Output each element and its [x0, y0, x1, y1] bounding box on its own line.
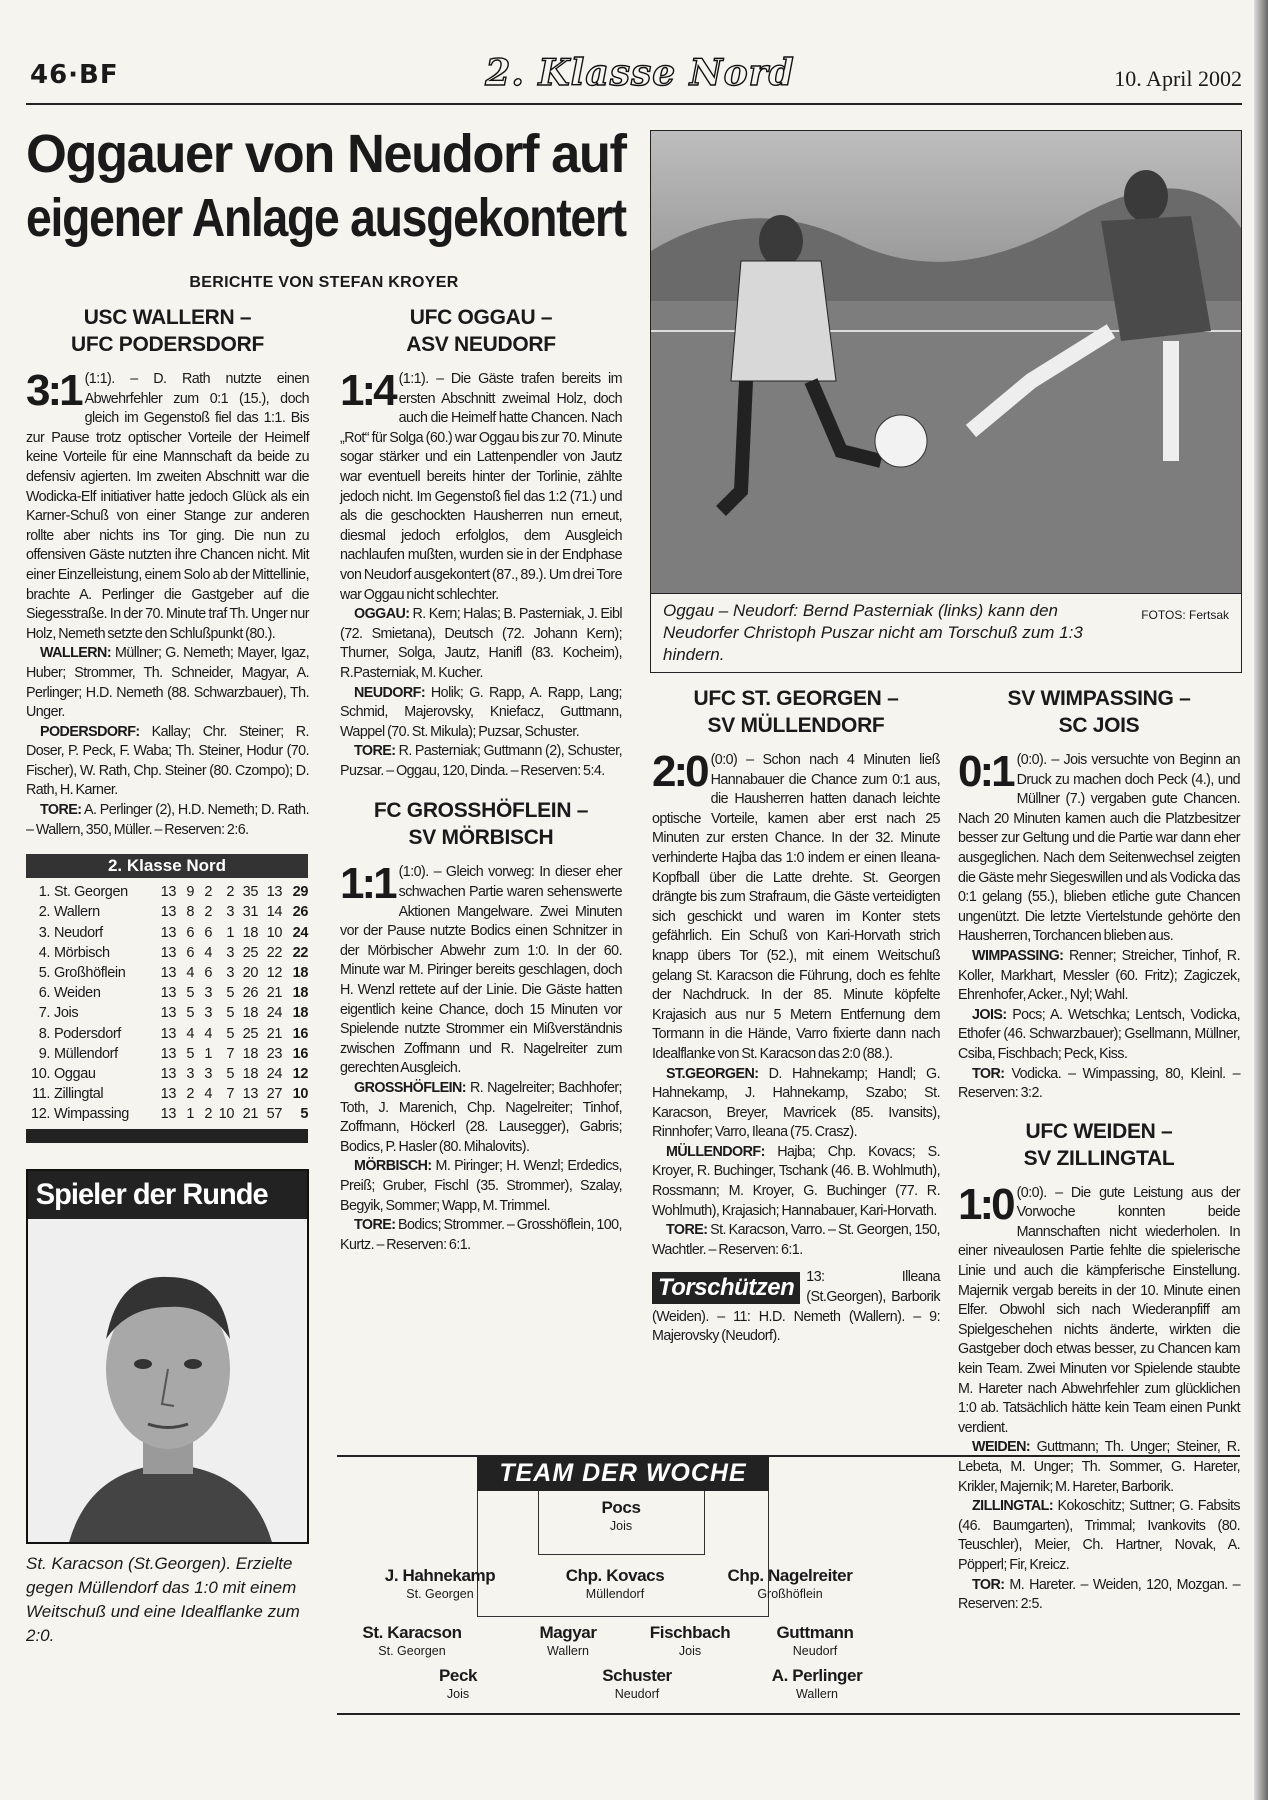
table-row: [26, 943, 308, 963]
goals-against-cell: 27: [266, 1086, 282, 1103]
games-cell: 13: [160, 1106, 176, 1123]
article-title-line: SV MÖRBISCH: [408, 826, 554, 850]
paragraph-text: Pocs; A. Wetschka; Lentsch, Vodicka, Ethofer (46. Schwarzbauer); Gsellmann, Müllner, Csiba, Fischbach; Peck, Kiss.: [958, 1006, 1240, 1062]
player-of-round-caption: St. Karacson (St.Georgen). Erzielte gegen Müllendorf das 1:0 mit einem Weitschuß und eine Idealflanke zum 2:0.: [26, 1553, 300, 1645]
paragraph-text: R. Nagelreiter; Bachhofer; Toth, J. Marenich, Chp. Nagelreiter; Tinhof, Zoffmann, Höckerl (28. Lausegger), Gabris; Bodics, P. Hasler (80. Mihalovits).: [340, 1080, 622, 1155]
paragraph-text: (0:0) – Schon nach 4 Minuten ließ Hannabauer die Chance zum 0:1 aus, die Hausherren hatten danach leichte optische Vorteile, kamen aber erst nach 25 Minuten zur ersten Chance. In der 32. Minute verhinderte Hajba das 1:0 indem er einen Ileana-Kopfball über die Latte drehte. St. Georgen drängte bis zum Strafraum, die Gäste verteidigten sich geschickt und waren im Konter stets gefährlich. Ein Schuß von Kari-Horvath strich knapp übers Tor (52.), mit einem Weitschuß gelang St. Karacson die Führung, doch es fehlte der Nachdruck. In der 85. Minute köpfelte Krajasich aus nur 5 Metern Entfernung dem Tormann in die Hände, Varro fixierte dann nach Idealflanke von St. Karacson das 2:0 (88.).: [652, 752, 940, 1062]
points-cell: 22: [292, 944, 308, 961]
team-player: [602, 1665, 672, 1702]
photo-credit: FOTOS: Fertsak: [1141, 608, 1229, 622]
wins-cell: 9: [186, 884, 194, 901]
article-body: [958, 1179, 1240, 1439]
player-club: Müllendorf: [585, 1587, 645, 1601]
rank-cell: 12.: [31, 1106, 50, 1123]
paragraph-text: D. Hahnekamp; Handl; G. Hahnekamp, J. Hahnekamp, Szabo; St. Karacson, Breyer, Mavricek (85. Ivansits), Rinnhofer; Varro, Ileana (75. Crasz).: [652, 1065, 940, 1141]
paragraph-text: St. Karacson, Varro. – St. Georgen, 150, Wachtler. – Reserven: 6:1.: [652, 1222, 940, 1258]
team-of-week: [337, 1455, 1240, 1715]
draws-cell: 3: [204, 1005, 212, 1022]
match-score: 2:0: [652, 747, 707, 796]
article-title-line: SV WIMPASSING –: [1007, 687, 1191, 710]
rank-cell: 9.: [38, 1045, 50, 1062]
rank-cell: 1.: [38, 884, 50, 901]
team-player: [362, 1622, 461, 1659]
headline-line: Oggauer von Neudorf auf: [26, 124, 626, 184]
losses-cell: 3: [226, 944, 234, 961]
article-title-line: SV MÜLLENDORF: [707, 714, 885, 737]
games-cell: 13: [160, 1005, 176, 1022]
goals-for-cell: 26: [242, 985, 258, 1002]
goals-for-cell: 25: [242, 1025, 258, 1042]
paragraph-text: (1:1). – Die Gäste trafen bereits im ersten Abschnitt zweimal Holz, doch auch die Heimelf hatte Chancen. Nach „Rot“ für Solga (60.) war Oggau bis zur 70. Minute sogar stärker und ein Lattenpendler von Jautz war eventuell bereits hinter der Torlinie, zählte jedoch nicht. Im Gegenstoß fiel das 1:2 (71.) und als die geschockten Hausherren nun erneut, diesmal jedoch erfolglos, dem Ausgleich nachlaufen mußten, wurden sie in der Endphase von Neudorf ausgekontert (87., 89.). Um drei Tore war Oggau nicht schlechter.: [340, 371, 622, 603]
games-cell: 13: [160, 985, 176, 1002]
team-cell: Jois: [54, 1005, 79, 1022]
paragraph-text: R. Pasterniak; Guttmann (2), Schuster, Puzsar. – Oggau, 120, Dinda. – Reserven: 5:4.: [340, 743, 622, 779]
article-title-line: UFC PODERSDORF: [71, 333, 264, 356]
team-cell: Oggau: [54, 1066, 96, 1083]
wins-cell: 5: [186, 1005, 194, 1022]
team-player: [539, 1622, 596, 1659]
table-row: [26, 1003, 308, 1023]
player-name: Magyar: [539, 1623, 597, 1642]
byline: BERICHTE VON STEFAN KROYER: [189, 274, 459, 291]
match-score: 1:0: [958, 1179, 1013, 1229]
draws-cell: 6: [204, 924, 212, 941]
article-title: [340, 304, 622, 358]
lineup-label: OGGAU:: [354, 606, 410, 623]
header-rule: [26, 103, 1242, 105]
article-lineup: [958, 1065, 1240, 1104]
column-3: [652, 685, 940, 1347]
wins-cell: 8: [186, 904, 194, 921]
draws-cell: 4: [204, 1025, 212, 1042]
wins-cell: 2: [186, 1086, 194, 1103]
team-cell: St. Georgen: [54, 884, 128, 901]
article-body: [340, 859, 622, 1079]
paragraph-text: (0:0). – Die gute Leistung aus der Vorwoche konnten beide Mannschaften nicht wiederholen. In einer niveaulosen Partie fehlte die spielerische Linie und auch die kämpferische Einstellung. Majernik vergab bereits in der 10. Minute einen Elfer. Obwohl sich nach Wiederanpfiff am Spielgeschehen nichts änderte, wirkten die Gastgeber doch etwas besser, zu Chancen kam kein Team. Zwei Minuten vor Spielende staubte M. Hareter nach Abwehrfehler zum glücklichen 1:0 ab. Tatsächlich hätte kein Team einen Punkt verdient.: [958, 1184, 1240, 1436]
goals-for-cell: 18: [242, 924, 258, 941]
paragraph-text: (0:0). – Jois versuchte von Beginn an Druck zu machen doch Peck (4.), und Müllner (7.) vergaben gute Chancen. Nach 20 Minuten kamen auch die Platzbesitzer besser zur Geltung und die Partie war dann eher ausgeglichen. Nach dem Seitenwechsel zeigten die Gäste mehr Siegeswillen und als Vodicka das 0:1 gelang (55.), blieben etliche gute Chancen ungenützt. Die letzte Viertelstunde gehörte den Hausherren, Torchancen blieben aus.: [958, 752, 1240, 945]
article-title-line: UFC OGGAU –: [409, 306, 553, 329]
goals-for-cell: 31: [242, 904, 258, 921]
column-2: [340, 304, 622, 1255]
table-row: [26, 882, 308, 902]
games-cell: 13: [160, 904, 176, 921]
losses-cell: 5: [226, 1066, 234, 1083]
lineup-label: ST.GEORGEN:: [666, 1065, 759, 1082]
paragraph-text: (1:1). – D. Rath nutzte einen Abwehrfehler zum 0:1 (15.), doch gleich im Gegenstoß fiel das 1:1. Bis zur Pause trotz optischer Vorteile der Heimelf keine Vorteile für eine Mannschaft da beide zu defensiv agierten. Im zweiten Abschnitt war die Wodicka-Elf initiativer hatte jedoch Glück als ein Karner-Schuß von einer Stange zur anderen rollte aber nichts ins Tor ging. Die nun zu offensiven Gäste nutzten ihre Chancen nicht. Mit einer Einzelleistung, einem Solo ab der Mittellinie, brachte A. Perlinger die Gastgeber auf die Siegesstraße. In der 70. Minute traf Th. Unger nur Holz, Nemeth setzte den Schlußpunkt (80.).: [26, 371, 309, 642]
player-name: Chp. Nagelreiter: [727, 1566, 853, 1585]
article-oggau-neudorf: [340, 304, 622, 781]
headline: [26, 122, 626, 250]
table-row: [26, 1024, 308, 1044]
team-cell: Müllendorf: [54, 1045, 118, 1062]
player-of-round-title: Spieler der Runde: [35, 1177, 268, 1211]
player-club: Neudorf: [614, 1687, 660, 1701]
top-scorers: [652, 1268, 940, 1346]
table-row: [26, 1104, 308, 1124]
article-title-line: ASV NEUDORF: [406, 333, 556, 356]
team-player: [566, 1565, 665, 1602]
lineup-label: WEIDEN:: [972, 1439, 1031, 1456]
draws-cell: 2: [204, 904, 212, 921]
table-row: [26, 1064, 308, 1084]
losses-cell: 5: [226, 985, 234, 1002]
rank-cell: 10.: [31, 1066, 50, 1083]
lineup-label: TOR:: [972, 1576, 1005, 1593]
player-club: Wallern: [547, 1644, 589, 1658]
goals-for-cell: 18: [242, 1066, 258, 1083]
table-row: [26, 983, 308, 1003]
article-title: [958, 1118, 1240, 1172]
article-grosshoeflein-moerbisch: [340, 797, 622, 1255]
article-wallern-podersdorf: [26, 304, 309, 840]
rank-cell: 2.: [38, 904, 50, 921]
article-wimpassing-jois: [958, 685, 1240, 1104]
team-player: [728, 1565, 853, 1602]
games-cell: 13: [160, 884, 176, 901]
games-cell: 13: [160, 1086, 176, 1103]
team-player: [650, 1622, 730, 1659]
lineup-label: WIMPASSING:: [972, 947, 1064, 964]
article-lineup: [652, 1221, 940, 1260]
article-title-line: UFC WEIDEN –: [1025, 1119, 1173, 1143]
player-name: Peck: [438, 1666, 478, 1685]
wins-cell: 5: [186, 985, 194, 1002]
team-cell: Weiden: [54, 985, 101, 1002]
paragraph-text: M. Piringer; H. Wenzl; Erdedics, Preiß; Gruber, Fischl (35. Strommer), Szalay, Begyik, Sommer; Wapp, M. Trimmel.: [340, 1158, 622, 1214]
paragraph-text: R. Kern; Halas; B. Pasterniak, J. Eibl (72. Smietana), Deutsch (72. Johann Kern); Thurner, Solga, Jautz, Hanifl (83. Kocheim), R.Pasterniak, M. Kucher.: [340, 606, 622, 681]
top-scorers-text: 13: Illeana (St.Georgen), Barborik (Weiden). – 11: H.D. Nemeth (Wallern). – 9: Majerovsky (Neudorf).: [652, 1269, 940, 1345]
team-cell: Großhöflein: [54, 965, 126, 982]
points-cell: 18: [292, 1005, 308, 1022]
losses-cell: 3: [226, 965, 234, 982]
team-cell: Wimpassing: [54, 1106, 129, 1123]
goals-against-cell: 12: [266, 965, 282, 982]
lineup-label: MÖRBISCH:: [354, 1158, 432, 1175]
article-lineup: [652, 1143, 940, 1221]
points-cell: 24: [292, 924, 308, 941]
points-cell: 10: [292, 1086, 308, 1103]
goals-against-cell: 21: [266, 1025, 282, 1042]
article-body: [26, 366, 309, 644]
draws-cell: 1: [204, 1045, 212, 1062]
article-lineup: [340, 1079, 622, 1157]
lineup-label: ZILLINGTAL:: [972, 1498, 1054, 1515]
player-club: Jois: [678, 1644, 702, 1658]
paragraph-text: (1:0). – Gleich vorweg: In dieser eher schwachen Partie waren sehenswerte Aktionen Mangelware. Zwei Minuten vor der Pause nutzte Bodics einen Schnitzer in der Mörbischer Abwehr zum 1:0. In der 60. Minute war M. Piringer bereits geschlagen, doch H. Wenzl rettete auf der Linie. Die Gäste hatten eigentlich keine Chance, doch 15 Minuten vor Spielende nutzte Strommer ein Mißverständnis zwischen Zoffmann und R. Nagelreiter zum gerechten Ausgleich.: [340, 864, 622, 1077]
photo-caption: [650, 594, 1242, 673]
lineup-label: TORE:: [354, 743, 396, 760]
player-name: A. Perlinger: [771, 1666, 863, 1685]
goals-against-cell: 21: [266, 985, 282, 1002]
points-cell: 16: [292, 1025, 308, 1042]
article-title-line: FC GROSSHÖFLEIN –: [373, 799, 589, 823]
football-players-image: [651, 131, 1242, 594]
lineup-label: GROSSHÖFLEIN:: [354, 1080, 466, 1096]
section-title: 2. Klasse Nord: [485, 52, 795, 94]
article-body: [652, 747, 940, 1065]
rank-cell: 8.: [38, 1025, 50, 1042]
team-player: [601, 1497, 640, 1534]
wins-cell: 4: [186, 965, 194, 982]
player-club: Jois: [446, 1687, 470, 1701]
lineup-label: WALLERN:: [40, 645, 112, 662]
games-cell: 13: [160, 1066, 176, 1083]
article-lineup: [340, 742, 622, 781]
points-cell: 18: [292, 965, 308, 982]
rank-cell: 3.: [38, 924, 50, 941]
table-row: [26, 1044, 308, 1064]
player-name: J. Hahnekamp: [384, 1566, 496, 1585]
team-cell: Wallern: [54, 904, 100, 921]
goals-against-cell: 57: [266, 1106, 282, 1123]
losses-cell: 1: [226, 924, 234, 941]
player-club: Neudorf: [792, 1644, 838, 1658]
player-of-round-box: [26, 1169, 309, 1544]
player-name: Pocs: [601, 1498, 641, 1517]
paragraph-text: Vodicka. – Wimpassing, 80, Kleinl. – Reserven: 3:2.: [958, 1065, 1240, 1102]
team-of-week-title: TEAM DER WOCHE: [477, 1455, 769, 1491]
article-lineup: [26, 801, 309, 840]
paragraph-text: Hajba; Chp. Kovacs; S. Kroyer, R. Buchinger, Tschank (46. B. Wohlmuth), Rossmann; M. Kroyer, G. Buchinger (77. R. Wohlmuth), Krajasich; Hannabauer, Kari-Horvath.: [652, 1143, 940, 1219]
page-number: 46·BF: [30, 60, 119, 90]
lineup-label: TORE:: [666, 1222, 708, 1239]
league-table-title: 2. Klasse Nord: [26, 854, 308, 878]
goals-for-cell: 18: [242, 1005, 258, 1022]
draws-cell: 4: [204, 1086, 212, 1103]
player-portrait-image: [28, 1219, 309, 1544]
goals-for-cell: 35: [242, 884, 258, 901]
table-row: [26, 1084, 308, 1104]
match-score: 0:1: [958, 747, 1013, 796]
points-cell: 16: [292, 1045, 308, 1062]
games-cell: 13: [160, 1045, 176, 1062]
article-lineup: [958, 1006, 1240, 1065]
page-edge-shadow: [1254, 0, 1268, 1800]
player-club: Wallern: [796, 1687, 838, 1701]
paragraph-text: A. Perlinger (2), H.D. Nemeth; D. Rath. – Wallern, 350, Müller. – Reserven: 2:6.: [26, 802, 309, 838]
article-body: [340, 366, 622, 605]
team-cell: Zillingtal: [54, 1086, 104, 1103]
match-score: 1:1: [340, 859, 395, 909]
article-title: [652, 685, 940, 739]
goals-against-cell: 14: [266, 904, 282, 921]
wins-cell: 4: [186, 1025, 194, 1042]
paragraph-text: Guttmann; Th. Unger; Steiner, R. Lebeta, M. Unger; Th. Sommer, G. Hareter, Krikler, Majernik; M. Hareter, Barborik.: [958, 1439, 1240, 1495]
article-title: [340, 797, 622, 851]
losses-cell: 3: [226, 904, 234, 921]
rank-cell: 7.: [38, 1005, 50, 1022]
goals-against-cell: 13: [266, 884, 282, 901]
goals-for-cell: 18: [242, 1045, 258, 1062]
goals-against-cell: 24: [266, 1005, 282, 1022]
team-cell: Neudorf: [54, 924, 103, 941]
games-cell: 13: [160, 965, 176, 982]
table-row: [26, 963, 308, 983]
article-lineup: [340, 684, 622, 743]
team-cell: Podersdorf: [54, 1025, 121, 1042]
article-title-line: SC JOIS: [1058, 714, 1140, 737]
goals-against-cell: 10: [266, 924, 282, 941]
rank-cell: 4.: [38, 944, 50, 961]
goals-for-cell: 21: [242, 1106, 258, 1123]
article-lineup: [958, 947, 1240, 1006]
match-score: 1:4: [340, 366, 395, 415]
paragraph-text: M. Hareter. – Weiden, 120, Mozgan. – Reserven: 2:5.: [958, 1576, 1240, 1613]
draws-cell: 3: [204, 985, 212, 1002]
article-stgeorgen-muellendorf: [652, 685, 940, 1347]
match-score: 3:1: [26, 366, 81, 415]
points-cell: 5: [300, 1106, 308, 1123]
wins-cell: 6: [186, 944, 194, 961]
article-title-line: USC WALLERN –: [83, 306, 252, 329]
team-player: [385, 1565, 495, 1602]
rank-cell: 11.: [32, 1086, 50, 1103]
photo-caption-text: Oggau – Neudorf: Bernd Pasterniak (links) kann den Neudorfer Christoph Puszar nicht am Torschuß zum 1:3 hindern.: [663, 601, 1083, 664]
article-title: [26, 304, 309, 358]
table-row: [26, 902, 308, 922]
player-name: St. Karacson: [362, 1623, 462, 1642]
losses-cell: 7: [226, 1045, 234, 1062]
article-lineup: [652, 1065, 940, 1143]
article-lineup: [340, 605, 622, 683]
player-club: Jois: [609, 1519, 633, 1533]
article-lineup: [26, 723, 309, 801]
paragraph-text: Renner; Streicher, Tinhof, R. Koller, Markhart, Messler (60. Fritz); Zagiczek, Ehrenhofer, Acker., Nyl; Wahl.: [958, 947, 1240, 1004]
lineup-label: NEUDORF:: [354, 684, 426, 701]
goals-for-cell: 20: [242, 965, 258, 982]
player-name: Schuster: [602, 1666, 672, 1685]
losses-cell: 7: [226, 1086, 234, 1103]
player-club: St. Georgen: [406, 1587, 474, 1601]
article-lineup: [26, 644, 309, 722]
losses-cell: 10: [218, 1106, 234, 1123]
rank-cell: 5.: [38, 965, 50, 982]
draws-cell: 4: [204, 944, 212, 961]
column-1: [26, 304, 309, 1648]
rank-cell: 6.: [38, 985, 50, 1002]
draws-cell: 2: [204, 884, 212, 901]
table-bottom-bar: [26, 1129, 308, 1143]
wins-cell: 6: [186, 924, 194, 941]
top-scorers-title: Torschützen: [652, 1272, 800, 1304]
article-lineup: [340, 1157, 622, 1216]
draws-cell: 3: [204, 1066, 212, 1083]
wins-cell: 5: [186, 1045, 194, 1062]
losses-cell: 2: [226, 884, 234, 901]
match-photo: [650, 130, 1242, 594]
points-cell: 18: [292, 985, 308, 1002]
article-body: [958, 747, 1240, 947]
wins-cell: 3: [186, 1066, 194, 1083]
article-lineup: [340, 1216, 622, 1255]
table-row: [26, 923, 308, 943]
team-player: [439, 1665, 477, 1702]
headline-line: eigener Anlage ausgekontert: [26, 188, 626, 248]
points-cell: 29: [292, 884, 308, 901]
games-cell: 13: [160, 924, 176, 941]
points-cell: 26: [292, 904, 308, 921]
losses-cell: 5: [226, 1005, 234, 1022]
paragraph-text: Kallay; Chr. Steiner; R. Doser, P. Peck, F. Waba; Th. Steiner, Hodur (70. Fischer), W. Rath, Chp. Steiner (80. Czompo); D. Rath, H. Karner.: [26, 723, 309, 799]
player-name: Fischbach: [649, 1623, 731, 1642]
article-title-line: UFC ST. GEORGEN –: [693, 687, 899, 710]
team-player: [776, 1622, 853, 1659]
paragraph-text: Holik; G. Rapp, A. Rapp, Lang; Schmid, Majerovsky, Kniefacz, Guttmann, Wappel (70. St. Mikula); Puzsar, Schuster.: [340, 684, 622, 740]
player-club: St. Georgen: [378, 1644, 446, 1658]
goals-against-cell: 23: [266, 1045, 282, 1062]
lineup-label: PODERSDORF:: [40, 723, 140, 740]
draws-cell: 6: [204, 965, 212, 982]
lineup-label: JOIS:: [972, 1006, 1007, 1023]
league-table: [26, 854, 308, 1124]
article-title-line: SV ZILLINGTAL: [1023, 1146, 1175, 1170]
goals-for-cell: 13: [242, 1086, 258, 1103]
team-player: [772, 1665, 863, 1702]
article-title: [958, 685, 1240, 739]
goals-for-cell: 25: [242, 944, 258, 961]
lineup-label: TORE:: [354, 1217, 396, 1234]
games-cell: 13: [160, 944, 176, 961]
lineup-label: MÜLLENDORF:: [666, 1143, 765, 1160]
issue-date: 10. April 2002: [1114, 66, 1242, 91]
team-cell: Mörbisch: [54, 944, 110, 961]
losses-cell: 5: [226, 1025, 234, 1042]
goals-against-cell: 24: [266, 1066, 282, 1083]
lineup-label: TOR:: [972, 1065, 1005, 1082]
paragraph-text: Kokoschitz; Suttner; G. Fabsits (46. Baumgarten), Trimmal; Ivankovits (80. Teuschler), Meier, Ch. Hartner, Novak, A. Pöpperl; Fir, Kreicz.: [958, 1498, 1240, 1573]
paragraph-text: Bodics; Strommer. – Grosshöflein, 100, Kurtz. – Reserven: 6:1.: [340, 1217, 622, 1253]
player-name: Chp. Kovacs: [565, 1566, 665, 1585]
paragraph-text: Müllner; G. Nemeth; Mayer, Igaz, Huber; Strommer, Th. Schneider, Magyar, A. Perlinger; H.D. Nemeth (88. Schwarzbauer), Th. Unger.: [26, 645, 309, 721]
goals-against-cell: 22: [266, 944, 282, 961]
player-club: Großhöflein: [757, 1587, 823, 1601]
draws-cell: 2: [204, 1106, 212, 1123]
wins-cell: 1: [186, 1106, 194, 1123]
games-cell: 13: [160, 1025, 176, 1042]
points-cell: 12: [292, 1066, 308, 1083]
player-name: Guttmann: [776, 1623, 854, 1642]
lineup-label: TORE:: [40, 802, 82, 819]
